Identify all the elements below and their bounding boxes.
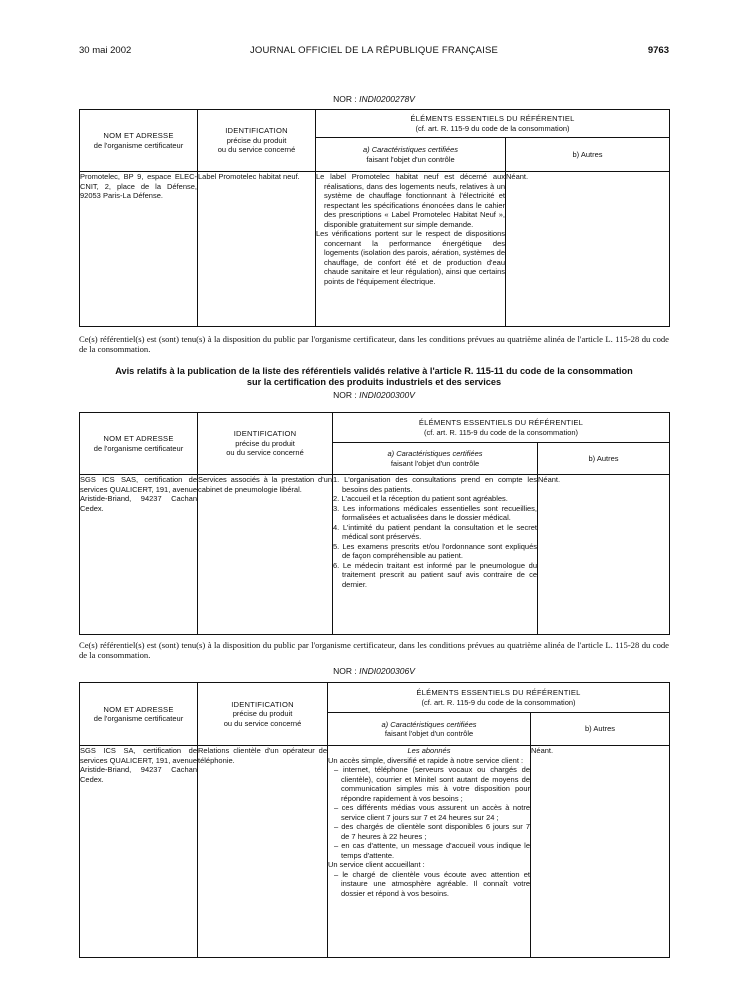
cell-identification: Label Promotelec habitat neuf. — [198, 172, 316, 327]
col-header-elements: ÉLÉMENTS ESSENTIELS DU RÉFÉRENTIEL (cf. art. R. 115-9 du code de la consommation) — [316, 110, 670, 138]
cell-autres: Néant. — [538, 475, 670, 635]
cell-caracteristiques: 1. L'organisation des consultations prend en compte les besoins des patients. 2. L'accueil et la réception du patient sont agréables. 3. Les informations médicales essentielles sont recueillies, formalisées et actualisées dans le dossier médical. 4. L'intimité du patient pendant la consultation et le secret médical sont préservés. 5. Les examens prescrits et/ou l'ordonnance sont expliqués de façon compréhensible au patient. 6. Le médecin traitant est informé par le pneumologue du traitement prescrit au patient sauf avis contraire de ce dernier. — [333, 475, 538, 635]
col-header-identification: IDENTIFICATION précise du produit ou du service concerné — [198, 683, 328, 746]
nor-code: INDI0200278V — [359, 94, 415, 104]
header-title: JOURNAL OFFICIEL DE LA RÉPUBLIQUE FRANÇAISE — [249, 45, 499, 56]
cell-organisme: SGS ICS SAS, certification de services QUALICERT, 191, avenue Aristide-Briand, 94237 Cachan Cedex. — [80, 475, 198, 635]
col-header-nom: NOM ET ADRESSE de l'organisme certificateur — [80, 413, 198, 475]
cell-caracteristiques: Les abonnés Un accès simple, diversifié et rapide à notre service client : – internet, téléphone (serveurs vocaux ou chargés de clientèle), courrier et Minitel sont autant de moyens de communication simples mis à votre disposition pour répondre rapidement à vos besoins ; – ces différents médias vous assurent un accès à notre service client 7 jours sur 7 et 24 heures sur 24 ; – des chargés de clientèle sont disponibles 6 jours sur 7 de 7 heures à 22 heures ; – en cas d'attente, un message d'accueil vous indique le temps d'attente. Un service client accueillant : – le chargé de clientèle vous écoute avec attention et instaure une atmosphère agréable. Il connaît votre dossier et répond à vos besoins. — [328, 746, 531, 958]
cell-organisme: SGS ICS SA, certification de services QUALICERT, 191, avenue Aristide-Briand, 94237 Cachan Cedex. — [80, 746, 198, 958]
nor-block1: NOR : INDI0200278V — [333, 94, 415, 104]
cell-identification: Relations clientèle d'un opérateur de téléphonie. — [198, 746, 328, 958]
col-header-caracteristiques: a) Caractéristiques certifiées faisant l'objet d'un contrôle — [333, 443, 538, 475]
referentiel-table-1 — [79, 109, 670, 327]
header-page-number: 9763 — [647, 45, 669, 56]
col-header-elements: ÉLÉMENTS ESSENTIELS DU RÉFÉRENTIEL (cf. art. R. 115-9 du code de la consommation) — [328, 683, 670, 713]
cell-heading: Les abonnés — [407, 746, 451, 755]
referentiel-table-2 — [79, 412, 670, 635]
cell-organisme: Promotelec, BP 9, espace ELEC-CNIT, 2, place de la Défense, 92053 Paris-La Défense. — [80, 172, 198, 327]
nor-block2: NOR : INDI0200300V — [333, 390, 415, 400]
col-header-caracteristiques: a) Caractéristiques certifiées faisant l'objet d'un contrôle — [328, 713, 531, 746]
col-header-autres: b) Autres — [506, 138, 670, 172]
cell-autres: Néant. — [506, 172, 670, 327]
col-header-nom: NOM ET ADRESSE de l'organisme certificateur — [80, 110, 198, 172]
cell-caracteristiques: Le label Promotelec habitat neuf est décerné aux réalisations, dans des logements neufs, relatives à un système de chauffage fonctionnant à l'électricité et respectant les spécifications énoncées dans le cahier des prescriptions « Label Promotelec Habitat Neuf », disponible gratuitement sur simple demande. Les vérifications portent sur le respect de dispositions concernant la performance énergétique des logements (isolation des parois, aération, systèmes de chauffage, de confort été et de production d'eau chaude sanitaire et leur régulation), ainsi que certains points de l'équipement électrique. — [316, 172, 506, 327]
referentiel-table-3 — [79, 682, 670, 958]
cell-identification: Services associés à la prestation d'un cabinet de pneumologie libéral. — [198, 475, 333, 635]
col-header-elements: ÉLÉMENTS ESSENTIELS DU RÉFÉRENTIEL (cf. art. R. 115-9 du code de la consommation) — [333, 413, 670, 443]
col-header-caracteristiques: a) Caractéristiques certifiées faisant l'objet d'un contrôle — [316, 138, 506, 172]
nor-code: INDI0200300V — [359, 390, 415, 400]
col-header-identification: IDENTIFICATION précise du produit ou du service concerné — [198, 413, 333, 475]
col-header-identification: IDENTIFICATION précise du produit ou du service concerné — [198, 110, 316, 172]
col-header-nom: NOM ET ADRESSE de l'organisme certificateur — [80, 683, 198, 746]
section-title: Avis relatifs à la publication de la liste des référentiels validés relative à l'article R. 115-11 du code de la consommation sur la certification des produits industriels et des services — [115, 366, 633, 387]
cell-autres: Néant. — [531, 746, 670, 958]
footnote-block2: Ce(s) référentiel(s) est (sont) tenu(s) à la disposition du public par l'organisme certificateur, dans les conditions prévues au quatrième alinéa de l'article L. 115-28 du code de la consommation. — [79, 640, 669, 660]
footnote-block1: Ce(s) référentiel(s) est (sont) tenu(s) à la disposition du public par l'organisme certificateur, dans les conditions prévues au quatrième alinéa de l'article L. 115-28 du code de la consommation. — [79, 334, 669, 354]
nor-block3: NOR : INDI0200306V — [333, 666, 415, 676]
col-header-autres: b) Autres — [538, 443, 670, 475]
page-header — [79, 45, 669, 59]
nor-code: INDI0200306V — [359, 666, 415, 676]
header-date: 30 mai 2002 — [79, 45, 132, 56]
col-header-autres: b) Autres — [531, 713, 670, 746]
